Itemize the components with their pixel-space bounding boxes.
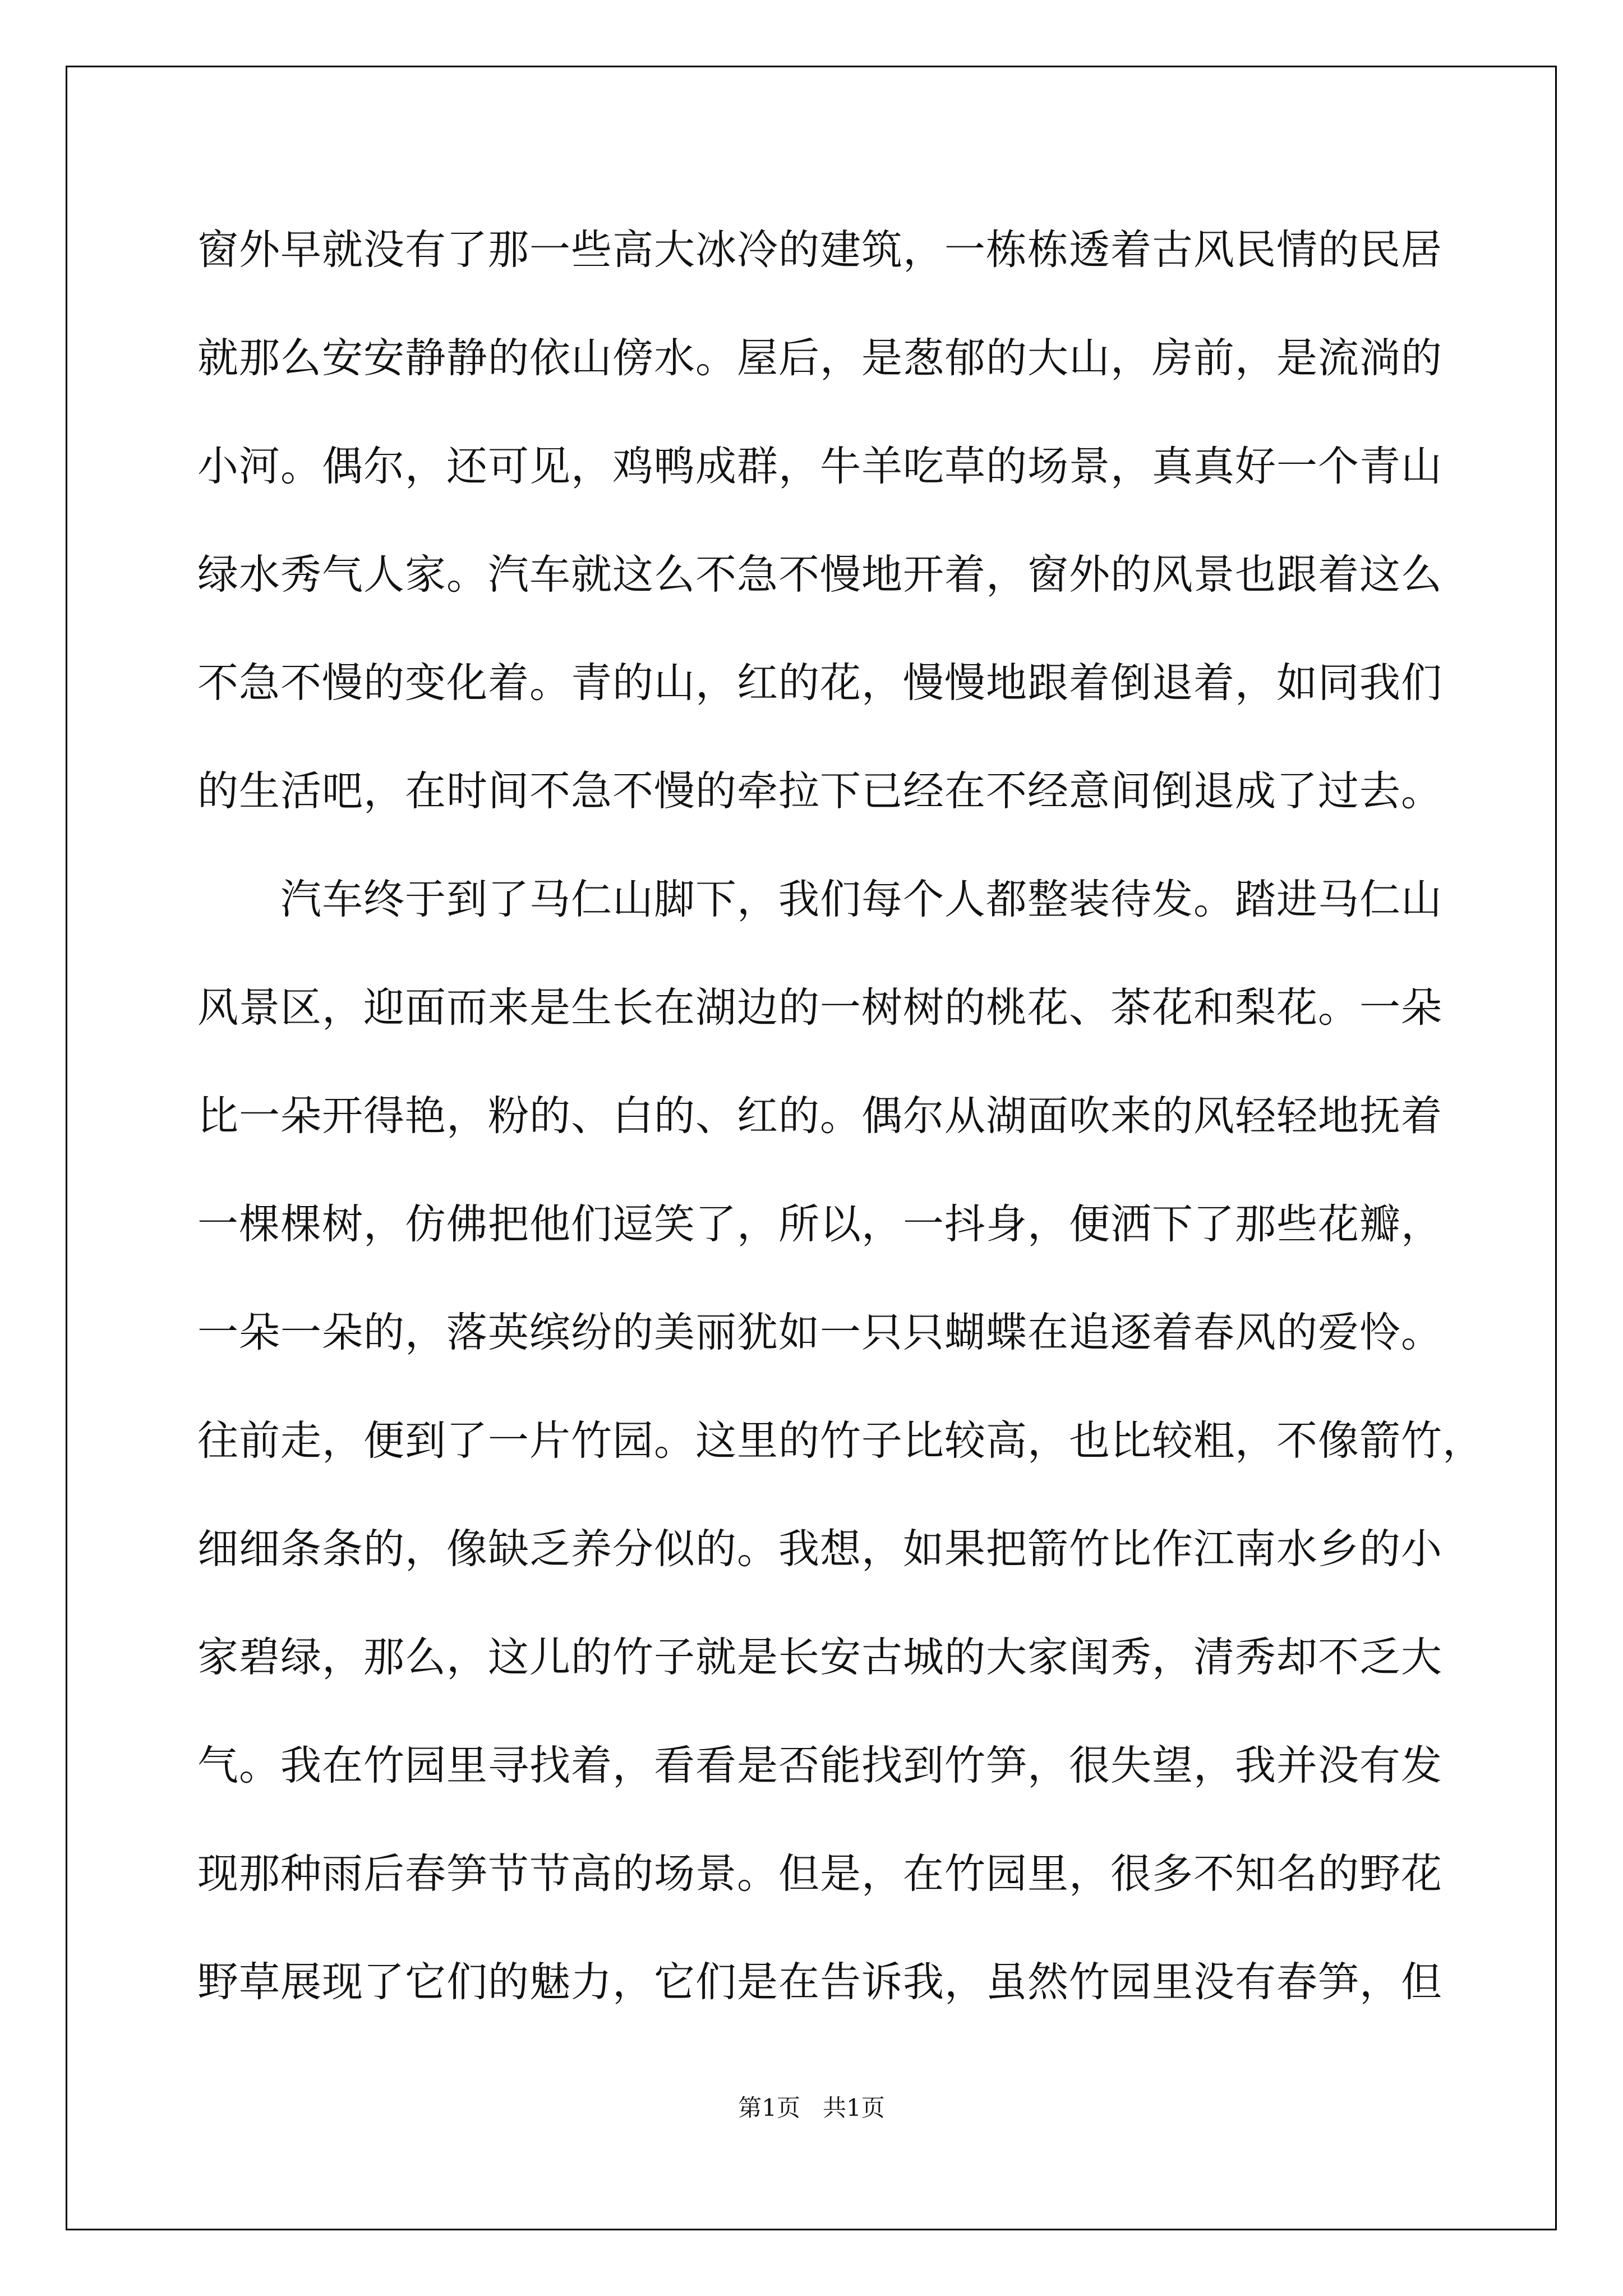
text-line: 往前走，便到了一片竹园。这里的竹子比较高，也比较粗，不像箭竹， <box>197 1417 1484 1465</box>
text-line: 野草展现了它们的魅力，它们是在告诉我，虽然竹园里没有春笋，但 <box>197 1958 1442 2006</box>
paragraph-first-line: 汽车终于到了马仁山脚下，我们每个人都整装待发。踏进马仁山 <box>280 876 1442 923</box>
text-line: 家碧绿，那么，这儿的竹子就是长安古城的大家闺秀，清秀却不乏大 <box>197 1634 1442 1681</box>
text-line: 一棵棵树，仿佛把他们逗笑了，所以，一抖身，便洒下了那些花瓣， <box>197 1200 1442 1248</box>
text-line: 比一朵开得艳，粉的、白的、红的。偶尔从湖面吹来的风轻轻地抚着 <box>197 1092 1442 1140</box>
text-line: 现那种雨后春笋节节高的场景。但是，在竹园里，很多不知名的野花 <box>197 1850 1442 1898</box>
page-number-footer: 第1页 共1页 <box>738 2094 885 2122</box>
text-line: 细细条条的，像缺乏养分似的。我想，如果把箭竹比作江南水乡的小 <box>197 1525 1442 1573</box>
text-line: 不急不慢的变化着。青的山，红的花，慢慢地跟着倒退着，如同我们 <box>197 659 1442 707</box>
page-border <box>66 66 1557 2230</box>
text-line: 绿水秀气人家。汽车就这么不急不慢地开着，窗外的风景也跟着这么 <box>197 551 1442 599</box>
text-line: 风景区，迎面而来是生长在湖边的一树树的桃花、茶花和梨花。一朵 <box>197 984 1442 1032</box>
text-line: 一朵一朵的，落英缤纷的美丽犹如一只只蝴蝶在追逐着春风的爱怜。 <box>197 1309 1442 1356</box>
text-line: 的生活吧，在时间不急不慢的牵拉下已经在不经意间倒退成了过去。 <box>197 767 1442 815</box>
text-line: 气。我在竹园里寻找着，看看是否能找到竹笋，很失望，我并没有发 <box>197 1742 1442 1789</box>
text-line: 小河。偶尔，还可见，鸡鸭成群，牛羊吃草的场景，真真好一个青山 <box>197 443 1442 490</box>
text-line: 窗外早就没有了那一些高大冰冷的建筑，一栋栋透着古风民情的民居 <box>197 226 1442 274</box>
text-line: 就那么安安静静的依山傍水。屋后，是葱郁的大山，房前，是流淌的 <box>197 334 1442 382</box>
